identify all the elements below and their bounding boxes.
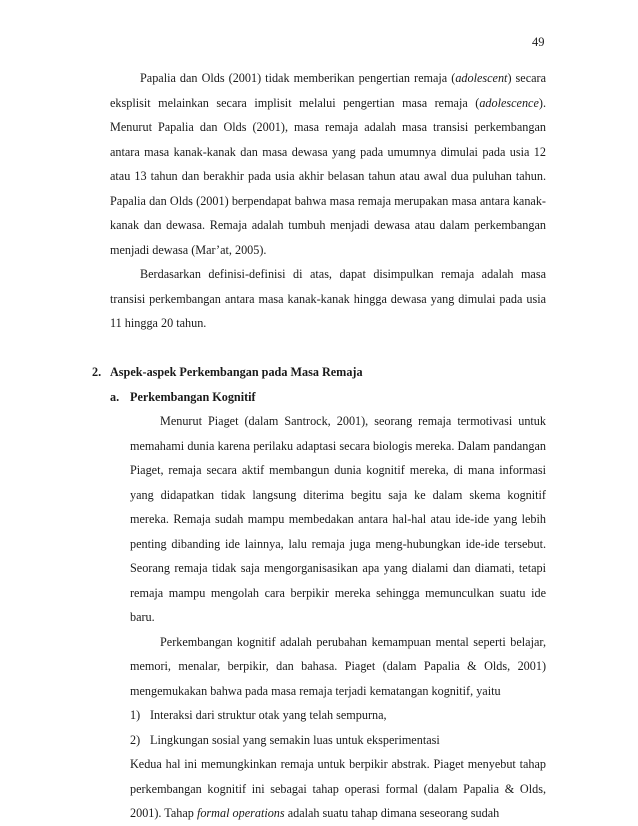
subsection-heading [110, 385, 546, 410]
paragraph-piaget: Menurut Piaget (dalam Santrock, 2001), seorang remaja termotivasi untuk memahami dunia karena perilaku adaptasi secara biologis mereka. Dalam pandangan Piaget, remaja secara aktif membangun dunia kognitif mereka, di mana informasi yang didapatkan tidak langsung diterima begitu saja ke dalam skema kognitif mereka. Remaja sudah mampu membedakan antara hal-hal atau ide-ide yang lebih penting dibanding ide lainnya, lalu remaja juga meng-hubungkan ide-ide tersebut. Seorang remaja tidak saja mengorganisasikan apa yang dialami dan diamati, tetapi remaja mampu mengolah cara berpikir mereka sehingga memunculkan suatu ide baru. [130, 414, 546, 624]
paragraph-abstract-thinking: Kedua hal ini memungkinkan remaja untuk berpikir abstrak. Piaget menyebut tahap perkembangan kognitif ini sebagai tahap operasi formal (dalam Papalia & Olds, 2001). Tahap formal operations adalah suatu tahap dimana seseorang sudah [130, 757, 546, 820]
subsection-marker: a. [110, 389, 120, 404]
list-item: 1) Interaksi dari struktur otak yang telah sempurna, [130, 708, 387, 722]
section-heading [92, 360, 546, 385]
section-title: Aspek-aspek Perkembangan pada Masa Remaja [110, 365, 363, 379]
paragraph-intro-definition: Papalia dan Olds (2001) tidak memberikan pengertian remaja (adolescent) secara eksplisit melainkan secara implisit melalui pengertian masa remaja (adolescence). Menurut Papalia dan Olds (2001), masa remaja adalah masa transisi perkembangan antara masa kanak-kanak dan masa dewasa yang pada umumnya dimulai pada usia 12 atau 13 tahun dan berakhir pada usia akhir belasan tahun atau awal dua puluhan tahun. Papalia dan Olds (2001) berpendapat bahwa masa remaja merupakan masa antara kanak-kanak dan dewasa. Remaja adalah tumbuh menjadi dewasa atau dalam perkembangan menjadi dewasa (Mar’at, 2005). [110, 71, 547, 257]
document-body [92, 66, 547, 826]
paragraph-cognitive-development: Perkembangan kognitif adalah perubahan kemampuan mental seperti belajar, memori, menalar, berpikir, dan bahasa. Piaget (dalam Papalia & Olds, 2001) mengemukakan bahwa pada masa remaja terjadi kematangan kognitif, yaitu [130, 634, 546, 698]
subsection-title: Perkembangan Kognitif [130, 389, 256, 404]
section-number: 2. [92, 365, 102, 379]
page-number: 49 [532, 35, 545, 49]
subsection [110, 385, 546, 826]
paragraph-intro-conclusion: Berdasarkan definisi-definisi di atas, dapat disimpulkan remaja adalah masa transisi perkembangan antara masa kanak-kanak hingga dewasa yang dimulai pada usia 11 hingga 20 tahun. [110, 267, 546, 330]
list-item: 2) Lingkungan sosial yang semakin luas untuk eksperimentasi [130, 732, 440, 747]
